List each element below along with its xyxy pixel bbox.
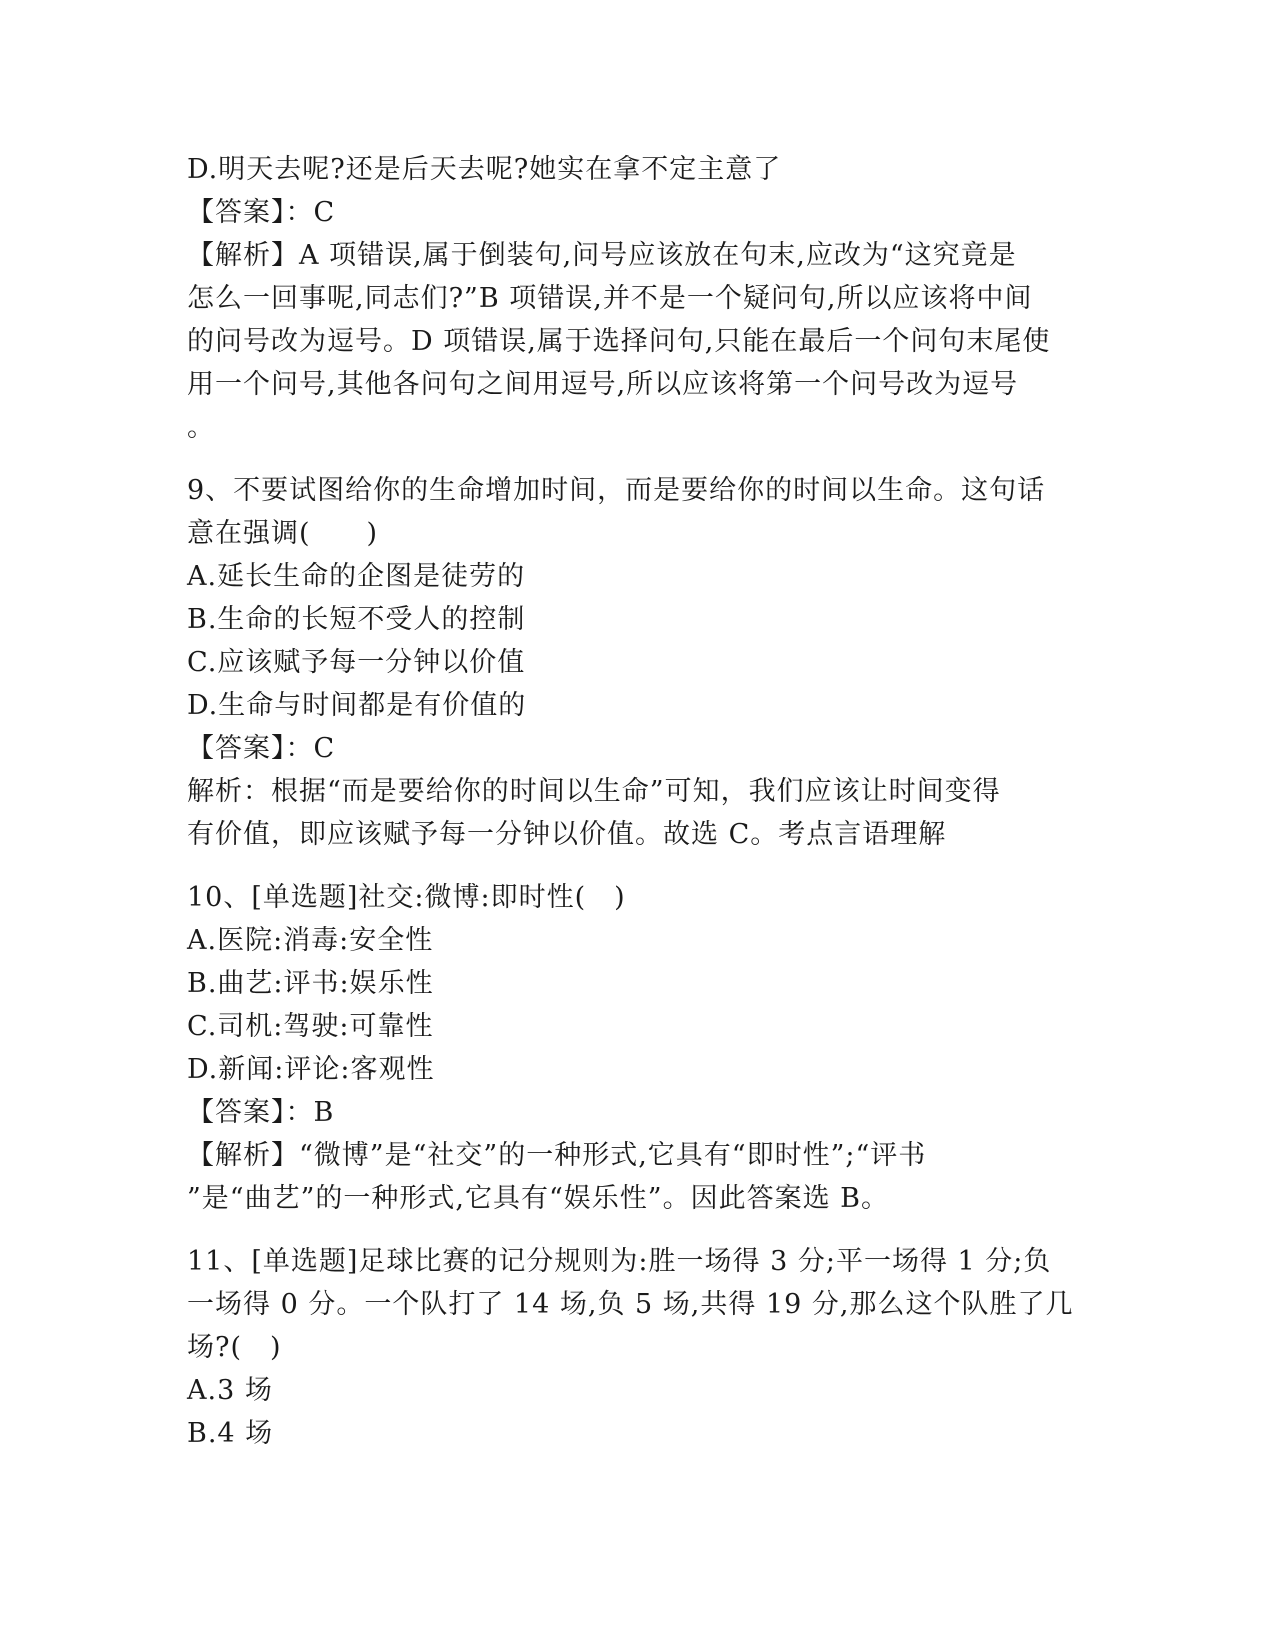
option-b: B.曲艺:评书:娱乐性 <box>187 968 434 999</box>
question-stem: 10、[单选题]社交:微博:即时性( ) <box>187 882 626 913</box>
analysis-line: 的问号改为逗号。D 项错误,属于选择问句,只能在最后一个问句末尾使 <box>187 326 1051 357</box>
question-stem: 11、[单选题]足球比赛的记分规则为:胜一场得 3 分;平一场得 1 分;负 <box>187 1246 1052 1277</box>
option-b: B.4 场 <box>187 1418 274 1449</box>
question-10 <box>187 876 1087 1220</box>
analysis-line: 【解析】A 项错误,属于倒装句,问号应该放在句末,应改为“这究竟是 <box>187 240 1017 271</box>
question-stem: 场?( ) <box>187 1332 282 1363</box>
answer-line: 【答案】：C <box>187 733 336 764</box>
option-d: D.生命与时间都是有价值的 <box>187 690 527 721</box>
analysis-line: 。 <box>187 412 215 443</box>
question-stem: 一场得 0 分。一个队打了 14 场,负 5 场,共得 19 分,那么这个队胜了几 <box>187 1289 1074 1320</box>
question-9 <box>187 469 1087 856</box>
analysis-line: ”是“曲艺”的一种形式,它具有“娱乐性”。因此答案选 B。 <box>187 1183 890 1214</box>
analysis-line: 用一个问号,其他各问句之间用逗号,所以应该将第一个问号改为逗号 <box>187 369 1019 400</box>
analysis-line: 怎么一回事呢,同志们?”B 项错误,并不是一个疑问句,所以应该将中间 <box>187 283 1033 314</box>
option-d: D.新闻:评论:客观性 <box>187 1054 435 1085</box>
option-a: A.医院:消毒:安全性 <box>187 925 434 956</box>
question-11 <box>187 1240 1087 1455</box>
option-b: B.生命的长短不受人的控制 <box>187 604 526 635</box>
question-8-tail <box>187 148 1087 449</box>
option-d: D.明天去呢?还是后天去呢?她实在拿不定主意了 <box>187 154 782 185</box>
answer-line: 【答案】：B <box>187 1097 335 1128</box>
option-a: A.3 场 <box>187 1375 273 1406</box>
question-stem: 9、不要试图给你的生命增加时间，而是要给你的时间以生命。这句话 <box>187 475 1046 506</box>
analysis-line: 【解析】“微博”是“社交”的一种形式,它具有“即时性”;“评书 <box>187 1140 927 1171</box>
question-stem: 意在强调( ) <box>187 518 379 549</box>
answer-line: 【答案】：C <box>187 197 336 228</box>
option-a: A.延长生命的企图是徒劳的 <box>187 561 526 592</box>
option-c: C.应该赋予每一分钟以价值 <box>187 647 526 678</box>
analysis-line: 有价值，即应该赋予每一分钟以价值。故选 C。考点言语理解 <box>187 819 947 850</box>
analysis-line: 解析：根据“而是要给你的时间以生命”可知，我们应该让时间变得 <box>187 776 1001 807</box>
option-c: C.司机:驾驶:可靠性 <box>187 1011 434 1042</box>
document-page <box>187 148 1087 1455</box>
